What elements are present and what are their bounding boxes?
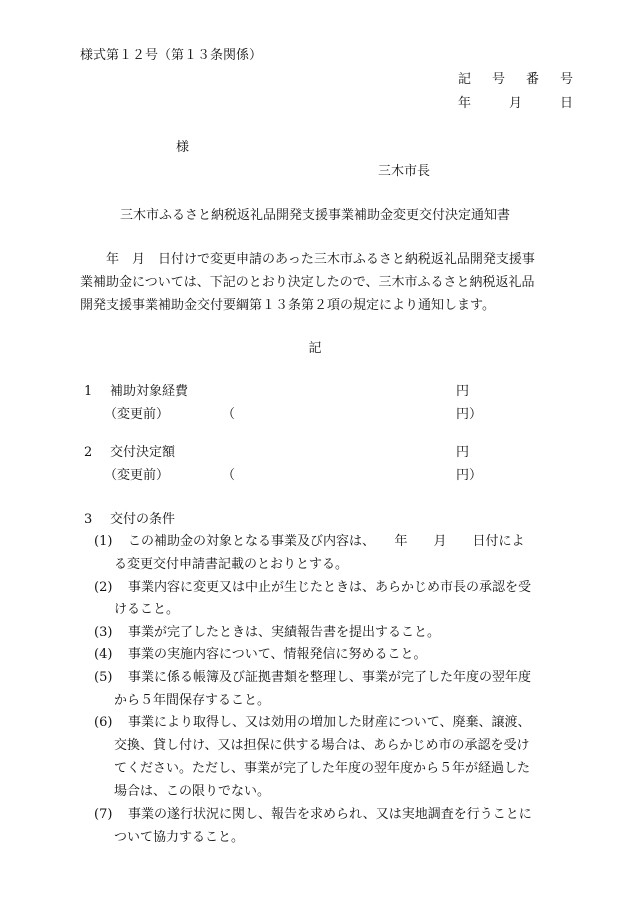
item-unit: 円 <box>456 445 470 460</box>
condition-line: から５年間保存すること。 <box>114 693 271 708</box>
body-line: 業補助金については、下記のとおり決定したので、三木市ふるさと納税返礼品 <box>80 275 535 290</box>
addressee-suffix: 様 <box>176 140 190 155</box>
item-before-label: （変更前） <box>104 468 170 483</box>
condition-line: この補助金の対象となる事業及び内容は、 年 月 日付によ <box>128 534 525 549</box>
condition-number: (3) <box>94 625 113 640</box>
body-line: 開発支援事業補助金交付要綱第１３条第２項の規定により通知します。 <box>80 298 495 313</box>
item-before-unit: 円） <box>456 407 483 422</box>
ki-heading: 記 <box>308 341 322 356</box>
item-paren-open: （ <box>222 407 236 422</box>
date-label: 年 月 日 <box>458 96 578 111</box>
condition-number: (1) <box>94 534 113 549</box>
document-title: 三木市ふるさと納税返礼品開発支援事業補助金変更交付決定通知書 <box>119 208 510 223</box>
item-number: 2 <box>84 445 93 460</box>
condition-line: てください。ただし、事業が完了した年度の翌年度から５年が経過した <box>114 761 531 776</box>
condition-number: (5) <box>94 670 113 685</box>
condition-line: 事業が完了したときは、実績報告書を提出すること。 <box>128 625 441 640</box>
document-number-label: 記 号 番 号 <box>458 72 578 87</box>
condition-line: 場合は、この限りでない。 <box>114 784 271 799</box>
item-number: 1 <box>84 384 93 399</box>
item-unit: 円 <box>456 384 470 399</box>
issuer-name: 三木市長 <box>378 164 431 179</box>
condition-number: (7) <box>94 807 113 822</box>
condition-line: 交換、貸し付け、又は担保に供する場合は、あらかじめ市の承認を受け <box>114 738 530 753</box>
condition-line: ついて協力すること。 <box>114 830 245 845</box>
item-label: 補助対象経費 <box>110 384 189 399</box>
condition-line: けること。 <box>114 602 180 617</box>
item-before-label: （変更前） <box>104 407 170 422</box>
condition-line: 事業の遂行状況に関し、報告を求められ、又は実地調査を行うことに <box>128 807 532 822</box>
conditions-number: 3 <box>84 512 93 527</box>
item-label: 交付決定額 <box>110 445 176 460</box>
condition-line: 事業の実施内容について、情報発信に努めること。 <box>128 647 427 662</box>
condition-line: 事業に係る帳簿及び証拠書類を整理し、事業が完了した年度の翌年度 <box>128 670 532 685</box>
item-before-unit: 円） <box>456 468 483 483</box>
condition-number: (4) <box>94 647 113 662</box>
body-line: 年 月 日付けで変更申請のあった三木市ふるさと納税返礼品開発支援事 <box>80 252 535 267</box>
condition-number: (2) <box>94 580 113 595</box>
condition-line: 事業により取得し、又は効用の増加した財産について、廃棄、譲渡、 <box>128 715 531 730</box>
condition-line: る変更交付申請書記載のとおりとする。 <box>114 557 349 572</box>
form-label: 様式第１２号（第１３条関係） <box>80 48 263 63</box>
condition-line: 事業内容に変更又は中止が生じたときは、あらかじめ市長の承認を受 <box>128 580 532 595</box>
conditions-heading: 交付の条件 <box>110 512 176 527</box>
item-paren-open: （ <box>222 468 236 483</box>
condition-number: (6) <box>94 715 113 730</box>
